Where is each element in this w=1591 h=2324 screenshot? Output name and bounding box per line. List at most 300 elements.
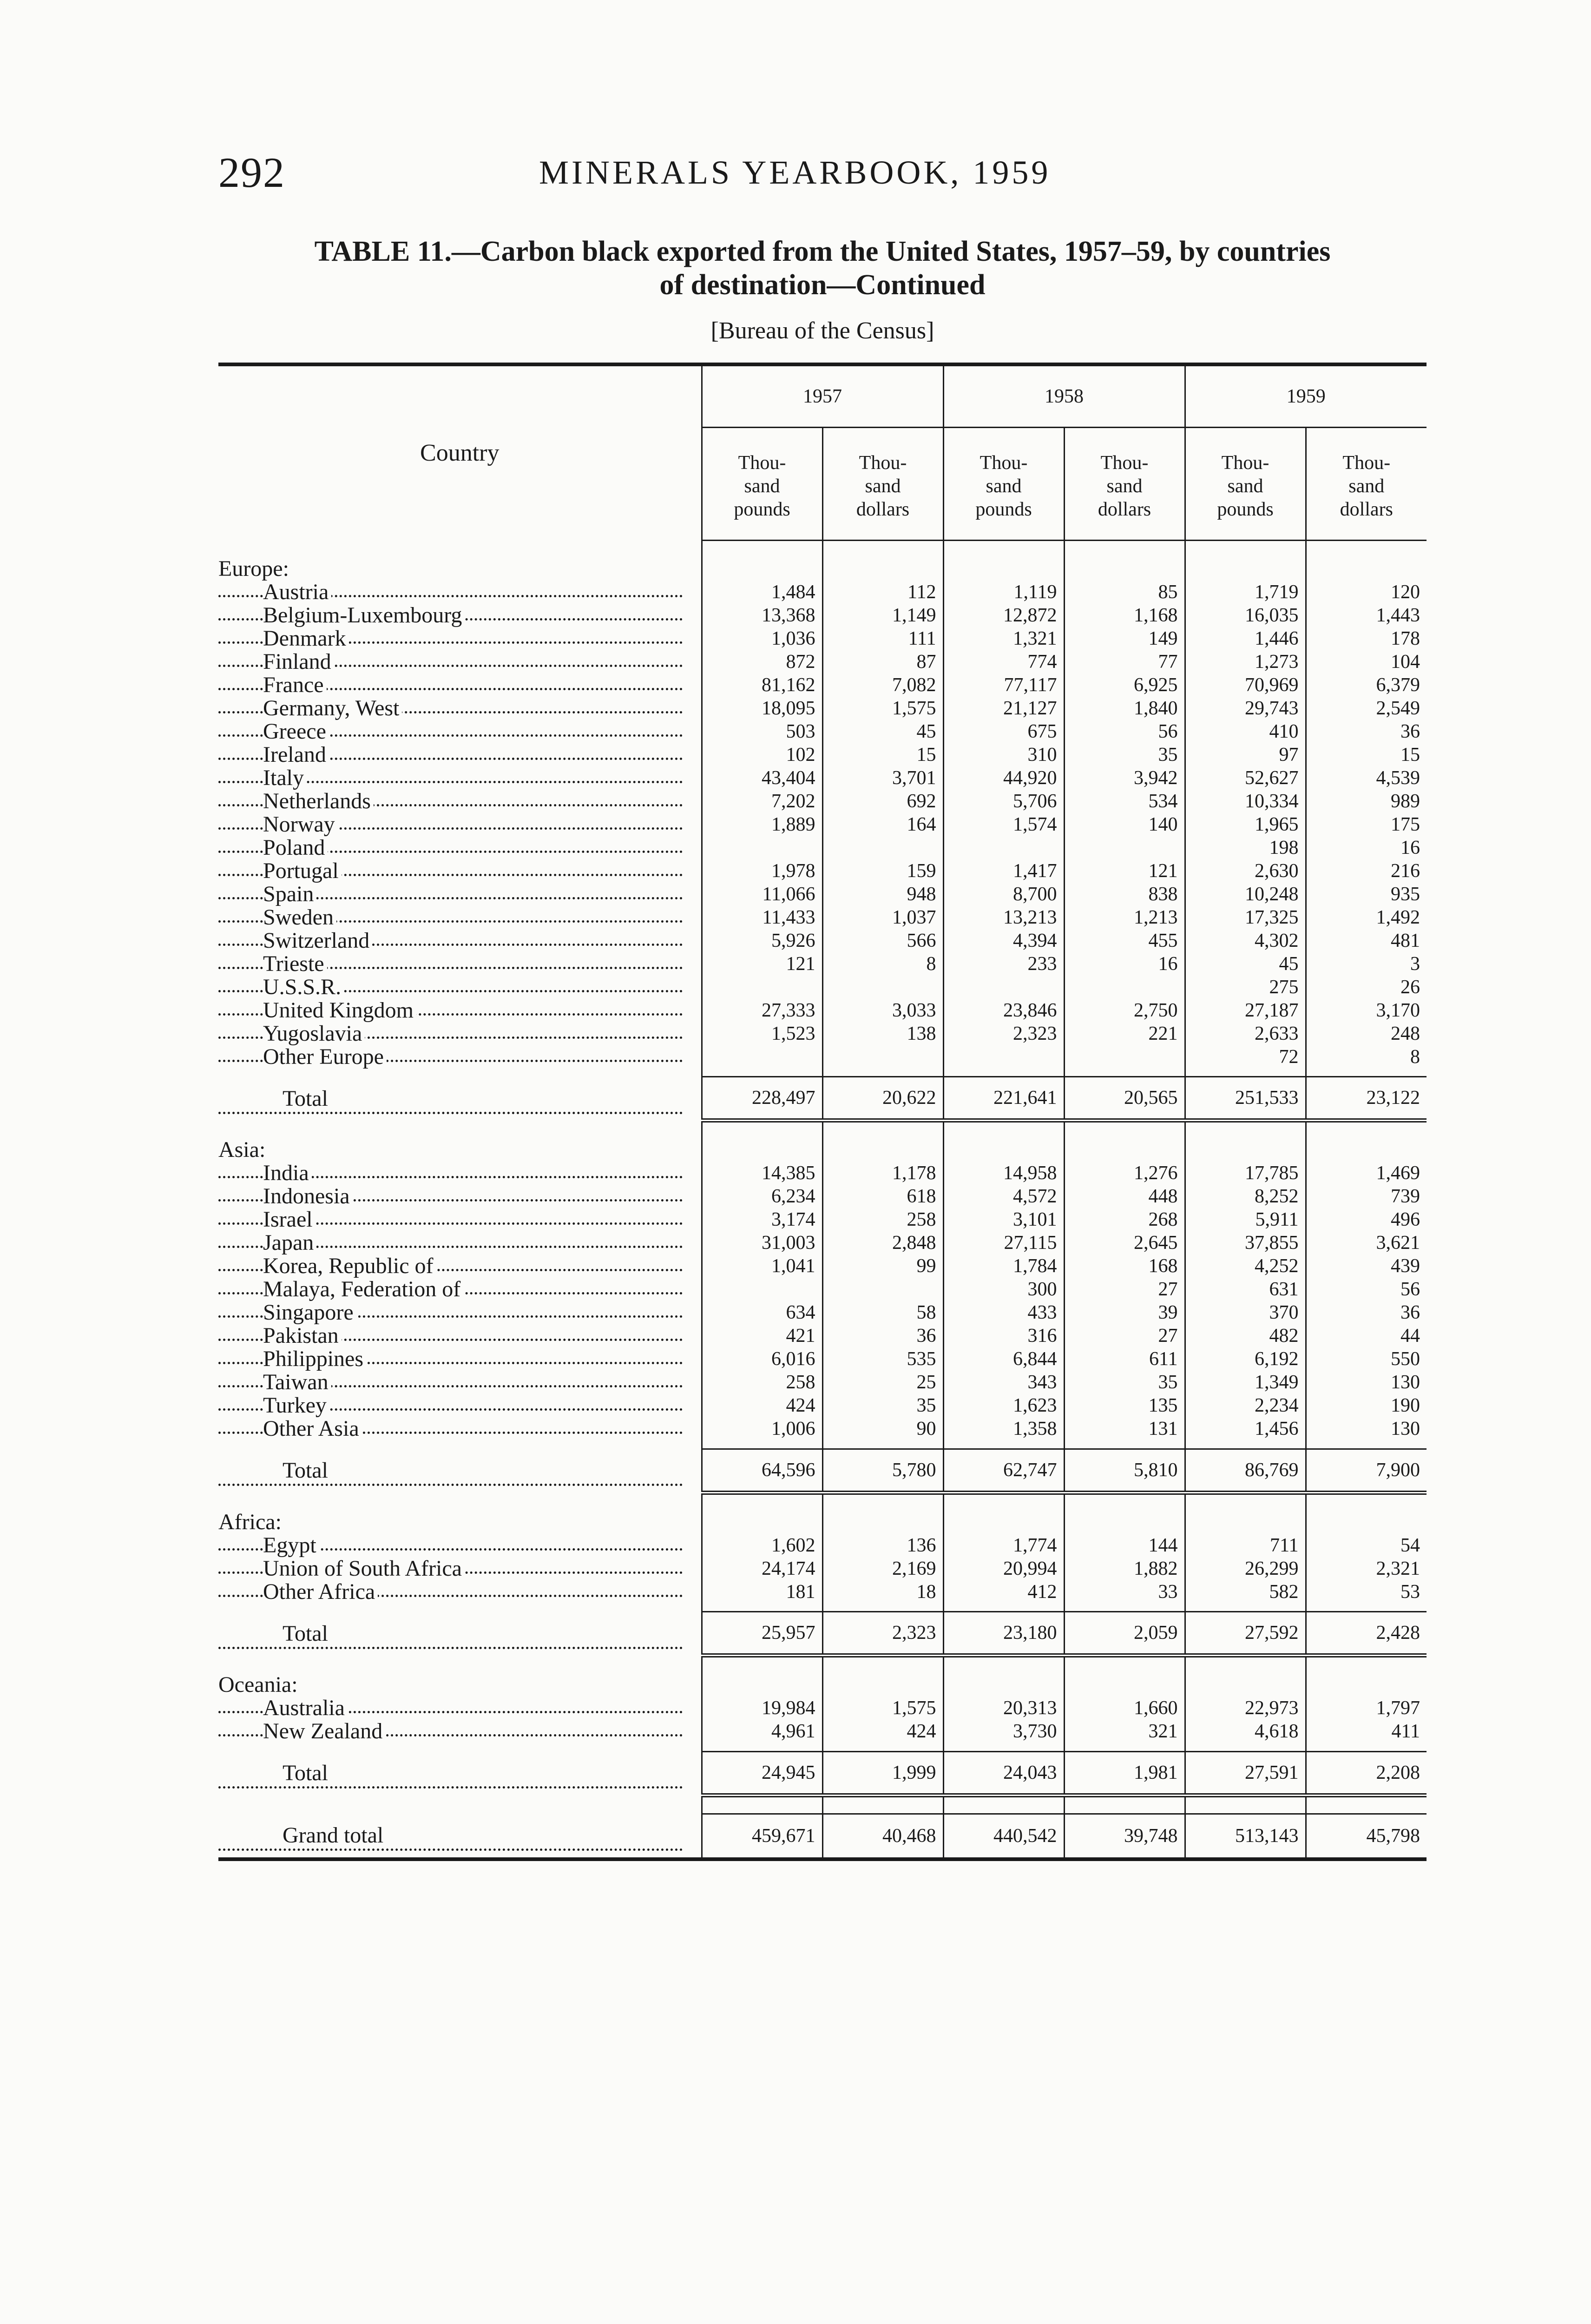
value-cell: 5,706 xyxy=(943,790,1064,813)
country-name xyxy=(218,813,702,836)
value-cell: 10,334 xyxy=(1185,790,1306,813)
value-cell: 190 xyxy=(1306,1394,1427,1417)
dot-leader xyxy=(218,1647,683,1649)
total-label-label: Total xyxy=(283,1086,331,1111)
value-cell: 1,774 xyxy=(943,1534,1064,1557)
value-cell: 178 xyxy=(1306,627,1427,650)
value-cell: 455 xyxy=(1064,929,1185,952)
value-cell: 70,969 xyxy=(1185,673,1306,697)
value-cell xyxy=(943,1045,1064,1069)
value-cell: 27,333 xyxy=(702,999,822,1022)
country-name-label: Netherlands xyxy=(263,790,374,813)
value-cell: 18,095 xyxy=(702,697,822,720)
value-cell: 164 xyxy=(822,813,943,836)
value-cell: 26,299 xyxy=(1185,1557,1306,1580)
value-cell: 412 xyxy=(943,1580,1064,1604)
value-cell: 11,066 xyxy=(702,883,822,906)
grand-total-row xyxy=(218,1814,1427,1859)
country-name-label: Turkey xyxy=(263,1394,329,1417)
country-name-label: Other Asia xyxy=(263,1417,362,1440)
country-name xyxy=(218,1254,702,1278)
country-name xyxy=(218,1324,702,1347)
total-value-cell: 251,533 xyxy=(1185,1077,1306,1121)
value-cell: 711 xyxy=(1185,1534,1306,1557)
total-row xyxy=(218,1449,1427,1492)
section-heading xyxy=(218,557,702,581)
country-name xyxy=(218,766,702,790)
value-cell: 25 xyxy=(822,1371,943,1394)
value-cell: 421 xyxy=(702,1324,822,1347)
value-cell: 16 xyxy=(1064,952,1185,976)
value-cell: 692 xyxy=(822,790,943,813)
table-row xyxy=(218,1278,1427,1301)
table-row xyxy=(218,952,1427,976)
value-cell: 618 xyxy=(822,1185,943,1208)
country-name-label: Other Europe xyxy=(263,1045,387,1069)
value-cell: 11,433 xyxy=(702,906,822,929)
country-name xyxy=(218,650,702,673)
value-cell: 1,484 xyxy=(702,581,822,604)
value-cell: 120 xyxy=(1306,581,1427,604)
value-cell: 1,602 xyxy=(702,1534,822,1557)
table-row xyxy=(218,766,1427,790)
country-name xyxy=(218,1208,702,1231)
value-cell: 21,127 xyxy=(943,697,1064,720)
value-cell: 159 xyxy=(822,859,943,883)
value-cell: 1,213 xyxy=(1064,906,1185,929)
value-cell xyxy=(822,836,943,859)
country-name xyxy=(218,952,702,976)
value-cell: 424 xyxy=(702,1394,822,1417)
country-name xyxy=(218,976,702,999)
value-cell: 1,574 xyxy=(943,813,1064,836)
total-value-cell: 2,323 xyxy=(822,1612,943,1656)
country-name-label: Sweden xyxy=(263,906,336,929)
value-cell: 300 xyxy=(943,1278,1064,1301)
country-name-label: Austria xyxy=(263,581,331,604)
total-value-cell: 1,981 xyxy=(1064,1751,1185,1795)
total-value-cell: 24,945 xyxy=(702,1751,822,1795)
country-name-label: Denmark xyxy=(263,627,349,650)
value-cell: 268 xyxy=(1064,1208,1185,1231)
table-row xyxy=(218,581,1427,604)
value-cell: 20,994 xyxy=(943,1557,1064,1580)
table-row xyxy=(218,1697,1427,1720)
total-row xyxy=(218,1612,1427,1656)
value-cell: 54 xyxy=(1306,1534,1427,1557)
value-cell: 36 xyxy=(1306,720,1427,743)
total-row xyxy=(218,1077,1427,1121)
country-name xyxy=(218,859,702,883)
country-name-label: Norway xyxy=(263,813,338,836)
table-row xyxy=(218,929,1427,952)
table-row xyxy=(218,836,1427,859)
value-cell: 631 xyxy=(1185,1278,1306,1301)
value-cell: 18 xyxy=(822,1580,943,1604)
value-cell: 1,273 xyxy=(1185,650,1306,673)
country-name xyxy=(218,1580,702,1604)
country-name-label: Italy xyxy=(263,766,307,790)
table-row xyxy=(218,1045,1427,1069)
value-cell: 275 xyxy=(1185,976,1306,999)
grand-total-label xyxy=(218,1814,702,1859)
country-name-label: Yugoslavia xyxy=(263,1022,365,1045)
grand-total-value-cell: 440,542 xyxy=(943,1814,1064,1859)
country-name-label: Portugal xyxy=(263,859,342,883)
value-cell: 3,033 xyxy=(822,999,943,1022)
value-cell: 370 xyxy=(1185,1301,1306,1324)
value-cell: 3 xyxy=(1306,952,1427,976)
value-cell: 3,621 xyxy=(1306,1231,1427,1254)
country-name xyxy=(218,1720,702,1743)
total-value-cell: 24,043 xyxy=(943,1751,1064,1795)
value-cell: 43,404 xyxy=(702,766,822,790)
country-name xyxy=(218,929,702,952)
total-value-cell: 1,999 xyxy=(822,1751,943,1795)
value-cell: 44 xyxy=(1306,1324,1427,1347)
total-value-cell: 5,810 xyxy=(1064,1449,1185,1492)
value-cell: 1,575 xyxy=(822,1697,943,1720)
total-value-cell: 27,591 xyxy=(1185,1751,1306,1795)
total-value-cell: 2,428 xyxy=(1306,1612,1427,1656)
total-value-cell: 2,208 xyxy=(1306,1751,1427,1795)
value-cell: 4,572 xyxy=(943,1185,1064,1208)
value-cell: 4,302 xyxy=(1185,929,1306,952)
value-cell: 2,323 xyxy=(943,1022,1064,1045)
value-cell: 2,549 xyxy=(1306,697,1427,720)
country-name-label: Finland xyxy=(263,650,334,673)
value-cell: 121 xyxy=(1064,859,1185,883)
total-value-cell: 23,122 xyxy=(1306,1077,1427,1121)
value-cell: 2,750 xyxy=(1064,999,1185,1022)
grand-total-value-cell: 45,798 xyxy=(1306,1814,1427,1859)
country-name-label: New Zealand xyxy=(263,1720,385,1743)
country-name-label: Taiwan xyxy=(263,1371,331,1394)
value-cell: 411 xyxy=(1306,1720,1427,1743)
country-name xyxy=(218,743,702,766)
value-cell xyxy=(702,1045,822,1069)
table-row xyxy=(218,906,1427,929)
table-row xyxy=(218,813,1427,836)
grand-total-value-cell: 459,671 xyxy=(702,1814,822,1859)
total-value-cell: 221,641 xyxy=(943,1077,1064,1121)
value-cell: 144 xyxy=(1064,1534,1185,1557)
country-name-label: Australia xyxy=(263,1697,348,1720)
value-cell: 37,855 xyxy=(1185,1231,1306,1254)
value-cell: 3,942 xyxy=(1064,766,1185,790)
country-name xyxy=(218,906,702,929)
table-row xyxy=(218,1208,1427,1231)
country-name-label: France xyxy=(263,673,327,697)
total-label xyxy=(218,1077,702,1121)
table-row xyxy=(218,627,1427,650)
country-name xyxy=(218,883,702,906)
value-cell: 14,385 xyxy=(702,1162,822,1185)
country-name xyxy=(218,697,702,720)
value-cell: 1,446 xyxy=(1185,627,1306,650)
value-cell: 221 xyxy=(1064,1022,1185,1045)
total-label xyxy=(218,1751,702,1795)
value-cell: 534 xyxy=(1064,790,1185,813)
country-name xyxy=(218,1534,702,1557)
value-cell: 1,797 xyxy=(1306,1697,1427,1720)
value-cell: 2,321 xyxy=(1306,1557,1427,1580)
table-row xyxy=(218,743,1427,766)
total-value-cell: 5,780 xyxy=(822,1449,943,1492)
value-cell: 111 xyxy=(822,627,943,650)
dot-leader xyxy=(218,1786,683,1789)
value-cell: 1,840 xyxy=(1064,697,1185,720)
value-cell xyxy=(943,976,1064,999)
value-cell: 135 xyxy=(1064,1394,1185,1417)
dot-leader xyxy=(218,1849,683,1851)
table-row xyxy=(218,859,1427,883)
value-cell: 168 xyxy=(1064,1254,1185,1278)
value-cell: 97 xyxy=(1185,743,1306,766)
total-value-cell: 228,497 xyxy=(702,1077,822,1121)
section-heading xyxy=(218,1138,702,1162)
section-heading-label: Africa: xyxy=(218,1511,284,1534)
country-name-label: Belgium-Luxembourg xyxy=(263,604,465,627)
country-name xyxy=(218,1045,702,1069)
value-cell: 1,036 xyxy=(702,627,822,650)
value-cell: 8,700 xyxy=(943,883,1064,906)
table-row xyxy=(218,999,1427,1022)
value-cell: 22,973 xyxy=(1185,1697,1306,1720)
section-row xyxy=(218,1138,1427,1162)
table-row xyxy=(218,976,1427,999)
value-cell: 27,187 xyxy=(1185,999,1306,1022)
section-row xyxy=(218,557,1427,581)
value-cell: 131 xyxy=(1064,1417,1185,1440)
value-cell: 44,920 xyxy=(943,766,1064,790)
country-name-label: Trieste xyxy=(263,952,327,976)
value-cell: 130 xyxy=(1306,1371,1427,1394)
value-cell: 140 xyxy=(1064,813,1185,836)
unit-header-dollars: Thou- sand dollars xyxy=(1064,428,1185,541)
value-cell: 31,003 xyxy=(702,1231,822,1254)
section-row xyxy=(218,1673,1427,1697)
total-value-cell: 62,747 xyxy=(943,1449,1064,1492)
value-cell: 138 xyxy=(822,1022,943,1045)
value-cell: 310 xyxy=(943,743,1064,766)
section-row xyxy=(218,1511,1427,1534)
value-cell: 2,848 xyxy=(822,1231,943,1254)
country-name-label: Korea, Republic of xyxy=(263,1254,436,1278)
total-label-label: Total xyxy=(283,1458,331,1483)
country-name xyxy=(218,999,702,1022)
value-cell: 45 xyxy=(822,720,943,743)
unit-header-pounds: Thou- sand pounds xyxy=(943,428,1064,541)
value-cell: 6,192 xyxy=(1185,1347,1306,1371)
value-cell xyxy=(702,976,822,999)
value-cell xyxy=(943,836,1064,859)
country-name xyxy=(218,1301,702,1324)
country-name-label: Spain xyxy=(263,883,316,906)
value-cell: 130 xyxy=(1306,1417,1427,1440)
country-name-label: Japan xyxy=(263,1231,316,1254)
value-cell: 321 xyxy=(1064,1720,1185,1743)
value-cell: 7,082 xyxy=(822,673,943,697)
value-cell: 1,119 xyxy=(943,581,1064,604)
value-cell: 410 xyxy=(1185,720,1306,743)
country-name xyxy=(218,604,702,627)
section-heading xyxy=(218,1673,702,1697)
value-cell: 102 xyxy=(702,743,822,766)
value-cell xyxy=(822,1278,943,1301)
country-name xyxy=(218,581,702,604)
value-cell: 233 xyxy=(943,952,1064,976)
total-value-cell: 64,596 xyxy=(702,1449,822,1492)
value-cell: 56 xyxy=(1064,720,1185,743)
country-name xyxy=(218,673,702,697)
table-row xyxy=(218,883,1427,906)
table-row xyxy=(218,604,1427,627)
value-cell: 27,115 xyxy=(943,1231,1064,1254)
table-row xyxy=(218,1534,1427,1557)
total-value-cell: 27,592 xyxy=(1185,1612,1306,1656)
table-row xyxy=(218,1324,1427,1347)
value-cell: 1,965 xyxy=(1185,813,1306,836)
value-cell: 1,719 xyxy=(1185,581,1306,604)
country-name-label: United Kingdom xyxy=(263,999,416,1022)
country-name-label: U.S.S.R. xyxy=(263,976,344,999)
country-name-label: Israel xyxy=(263,1208,316,1231)
country-name xyxy=(218,720,702,743)
page-number: 292 xyxy=(218,149,285,196)
total-row xyxy=(218,1751,1427,1795)
value-cell: 26 xyxy=(1306,976,1427,999)
value-cell: 58 xyxy=(822,1301,943,1324)
value-cell: 424 xyxy=(822,1720,943,1743)
value-cell: 1,978 xyxy=(702,859,822,883)
value-cell: 1,660 xyxy=(1064,1697,1185,1720)
table-row xyxy=(218,1720,1427,1743)
value-cell: 53 xyxy=(1306,1580,1427,1604)
value-cell: 149 xyxy=(1064,627,1185,650)
value-cell: 1,456 xyxy=(1185,1417,1306,1440)
total-value-cell: 23,180 xyxy=(943,1612,1064,1656)
country-column-header: Country xyxy=(420,440,500,467)
value-cell: 6,234 xyxy=(702,1185,822,1208)
country-name-label: Union of South Africa xyxy=(263,1557,465,1580)
value-cell: 3,701 xyxy=(822,766,943,790)
value-cell: 121 xyxy=(702,952,822,976)
table-row xyxy=(218,1231,1427,1254)
country-name xyxy=(218,1022,702,1045)
value-cell: 35 xyxy=(1064,743,1185,766)
table-row xyxy=(218,1580,1427,1604)
table-row xyxy=(218,1394,1427,1417)
value-cell: 27 xyxy=(1064,1324,1185,1347)
country-name xyxy=(218,1697,702,1720)
value-cell: 1,417 xyxy=(943,859,1064,883)
value-cell: 433 xyxy=(943,1301,1064,1324)
value-cell: 104 xyxy=(1306,650,1427,673)
value-cell: 5,911 xyxy=(1185,1208,1306,1231)
value-cell: 935 xyxy=(1306,883,1427,906)
value-cell: 989 xyxy=(1306,790,1427,813)
value-cell: 56 xyxy=(1306,1278,1427,1301)
value-cell: 1,358 xyxy=(943,1417,1064,1440)
value-cell: 316 xyxy=(943,1324,1064,1347)
value-cell: 15 xyxy=(1306,743,1427,766)
value-cell: 1,276 xyxy=(1064,1162,1185,1185)
value-cell: 872 xyxy=(702,650,822,673)
country-name xyxy=(218,1231,702,1254)
country-name xyxy=(218,1371,702,1394)
value-cell: 198 xyxy=(1185,836,1306,859)
value-cell: 216 xyxy=(1306,859,1427,883)
value-cell: 3,730 xyxy=(943,1720,1064,1743)
value-cell: 90 xyxy=(822,1417,943,1440)
value-cell: 482 xyxy=(1185,1324,1306,1347)
country-name xyxy=(218,1417,702,1440)
country-name-label: Greece xyxy=(263,720,329,743)
value-cell xyxy=(702,1278,822,1301)
unit-header-dollars: Thou- sand dollars xyxy=(822,428,943,541)
country-name xyxy=(218,790,702,813)
value-cell: 1,889 xyxy=(702,813,822,836)
value-cell: 6,844 xyxy=(943,1347,1064,1371)
table-row xyxy=(218,1185,1427,1208)
table-row xyxy=(218,1347,1427,1371)
value-cell xyxy=(1064,976,1185,999)
country-name xyxy=(218,836,702,859)
country-name xyxy=(218,1347,702,1371)
table-title xyxy=(218,235,1427,302)
value-cell: 8 xyxy=(1306,1045,1427,1069)
value-cell xyxy=(702,836,822,859)
value-cell: 2,169 xyxy=(822,1557,943,1580)
value-cell: 1,041 xyxy=(702,1254,822,1278)
value-cell: 39 xyxy=(1064,1301,1185,1324)
grand-total-label-label: Grand total xyxy=(283,1823,386,1848)
unit-header-pounds: Thou- sand pounds xyxy=(702,428,822,541)
value-cell: 611 xyxy=(1064,1347,1185,1371)
value-cell: 4,539 xyxy=(1306,766,1427,790)
total-value-cell: 20,565 xyxy=(1064,1077,1185,1121)
value-cell xyxy=(822,976,943,999)
value-cell: 17,785 xyxy=(1185,1162,1306,1185)
table-row xyxy=(218,1254,1427,1278)
country-name-label: Switzerland xyxy=(263,929,372,952)
value-cell: 1,321 xyxy=(943,627,1064,650)
value-cell: 1,623 xyxy=(943,1394,1064,1417)
country-name-label: Ireland xyxy=(263,743,329,766)
value-cell: 35 xyxy=(1064,1371,1185,1394)
country-name-label: Indonesia xyxy=(263,1185,353,1208)
value-cell: 6,379 xyxy=(1306,673,1427,697)
value-cell: 1,523 xyxy=(702,1022,822,1045)
value-cell: 99 xyxy=(822,1254,943,1278)
total-value-cell: 86,769 xyxy=(1185,1449,1306,1492)
value-cell: 1,006 xyxy=(702,1417,822,1440)
section-heading-label: Asia: xyxy=(218,1138,268,1162)
value-cell: 23,846 xyxy=(943,999,1064,1022)
section-heading-label: Europe: xyxy=(218,557,292,581)
dot-leader xyxy=(218,1484,683,1486)
value-cell: 36 xyxy=(822,1324,943,1347)
value-cell: 343 xyxy=(943,1371,1064,1394)
unit-header-pounds: Thou- sand pounds xyxy=(1185,428,1306,541)
grand-total-value-cell: 40,468 xyxy=(822,1814,943,1859)
value-cell: 181 xyxy=(702,1580,822,1604)
value-cell xyxy=(1064,836,1185,859)
total-value-cell: 20,622 xyxy=(822,1077,943,1121)
total-label xyxy=(218,1449,702,1492)
value-cell: 45 xyxy=(1185,952,1306,976)
